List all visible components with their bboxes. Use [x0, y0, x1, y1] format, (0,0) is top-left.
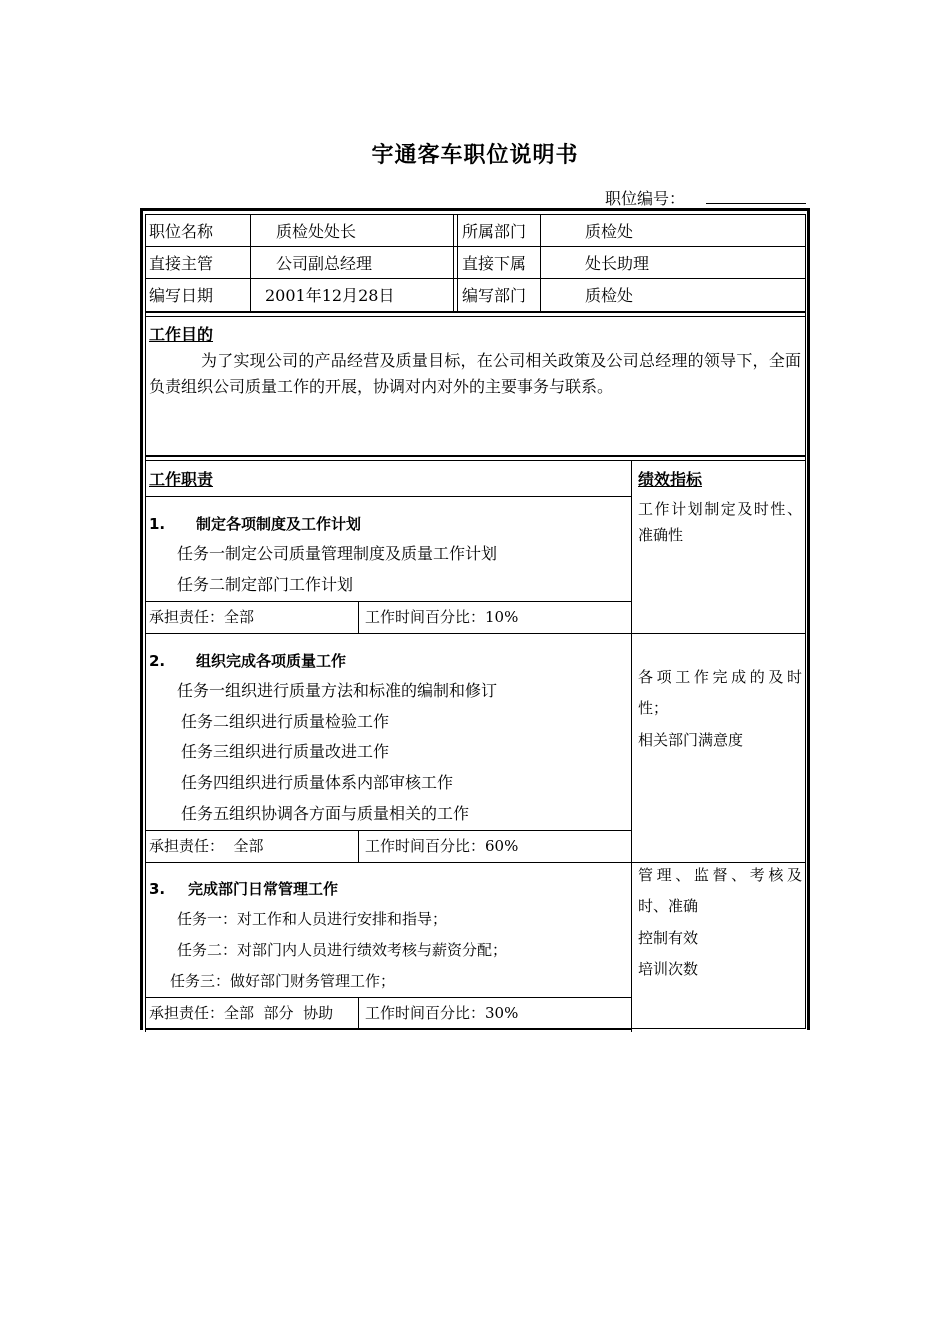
value-direct-supervisor: 公司副总经理: [276, 254, 373, 273]
duty-task: 任务三组织进行质量改进工作: [181, 742, 390, 761]
duty-time-percent: 工作时间百分比：30%: [365, 1004, 519, 1022]
duty-task: 任务四组织进行质量体系内部审核工作: [181, 773, 454, 792]
value-position-name: 质检处处长: [276, 222, 357, 241]
duty-time-percent: 工作时间百分比：60%: [365, 837, 519, 855]
divider: [145, 316, 806, 317]
document-title: 宇通客车职位说明书: [371, 143, 579, 168]
duty-kpi: 各项工作完成的及时性；: [638, 668, 802, 717]
position-number-blank: [706, 203, 806, 204]
duty-task: 任务一组织进行质量方法和标准的编制和修订: [177, 681, 498, 700]
duty-title: 制定各项制度及工作计划: [196, 515, 362, 533]
label-position-name: 职位名称: [149, 222, 214, 241]
value-direct-subordinate: 处长助理: [585, 254, 650, 273]
label-date: 编写日期: [149, 286, 214, 305]
duty-kpi: 相关部门满意度: [638, 731, 744, 749]
duty-title: 完成部门日常管理工作: [188, 880, 339, 898]
label-department: 所属部门: [462, 222, 527, 241]
divider: [145, 455, 806, 457]
purpose-text: 为了实现公司的产品经营及质量目标，在公司相关政策及公司总经理的领导下，全面负责组织公司质量工作的开展，协调对内对外的主要事务与联系。: [149, 351, 801, 396]
duty-responsibility: 承担责任： 全部: [149, 837, 264, 855]
label-direct-supervisor: 直接主管: [149, 254, 214, 273]
duty-task: 任务三：做好部门财务管理工作；: [170, 972, 396, 990]
value-authoring-dept: 质检处: [585, 286, 634, 305]
duty-time-percent: 工作时间百分比：10%: [365, 608, 519, 626]
position-number-label: 职位编号：: [605, 189, 686, 208]
duty-task: 任务五组织协调各方面与质量相关的工作: [181, 804, 470, 823]
frame-inner-right: [805, 214, 806, 1028]
duty-task: 任务二制定部门工作计划: [177, 575, 354, 594]
duty-responsibility: 承担责任：全部: [149, 608, 255, 626]
duty-task: 任务一制定公司质量管理制度及质量工作计划: [177, 544, 498, 563]
duty-task: 任务二组织进行质量检验工作: [181, 712, 390, 731]
duty-title: 组织完成各项质量工作: [196, 652, 347, 670]
duty-kpi: 管理、监督、考核及时、准确: [638, 866, 802, 915]
value-department: 质检处: [585, 222, 634, 241]
frame-inner-top: [145, 214, 806, 215]
duties-heading: 工作职责: [149, 470, 214, 489]
duty-number: 2.: [149, 652, 166, 670]
duty-kpi: 控制有效: [638, 929, 699, 947]
duty-task: 任务一：对工作和人员进行安排和指导；: [177, 910, 448, 928]
label-direct-subordinate: 直接下属: [462, 254, 527, 273]
label-authoring-dept: 编写部门: [462, 286, 527, 305]
duty-task: 任务二：对部门内人员进行绩效考核与薪资分配；: [177, 941, 508, 959]
kpi-heading: 绩效指标: [638, 470, 703, 489]
divider: [145, 460, 806, 461]
duty-kpi: 工作计划制定及时性、准确性: [638, 500, 802, 544]
duty-number: 3.: [149, 880, 166, 898]
frame-inner-left: [145, 214, 146, 1032]
value-date: 2001年12月28日: [265, 286, 395, 305]
duty-number: 1.: [149, 515, 166, 533]
divider: [145, 311, 806, 313]
duty-kpi: 培训次数: [638, 960, 699, 978]
purpose-heading: 工作目的: [149, 325, 214, 344]
duty-responsibility: 承担责任：全部 部分 协助: [149, 1004, 334, 1022]
